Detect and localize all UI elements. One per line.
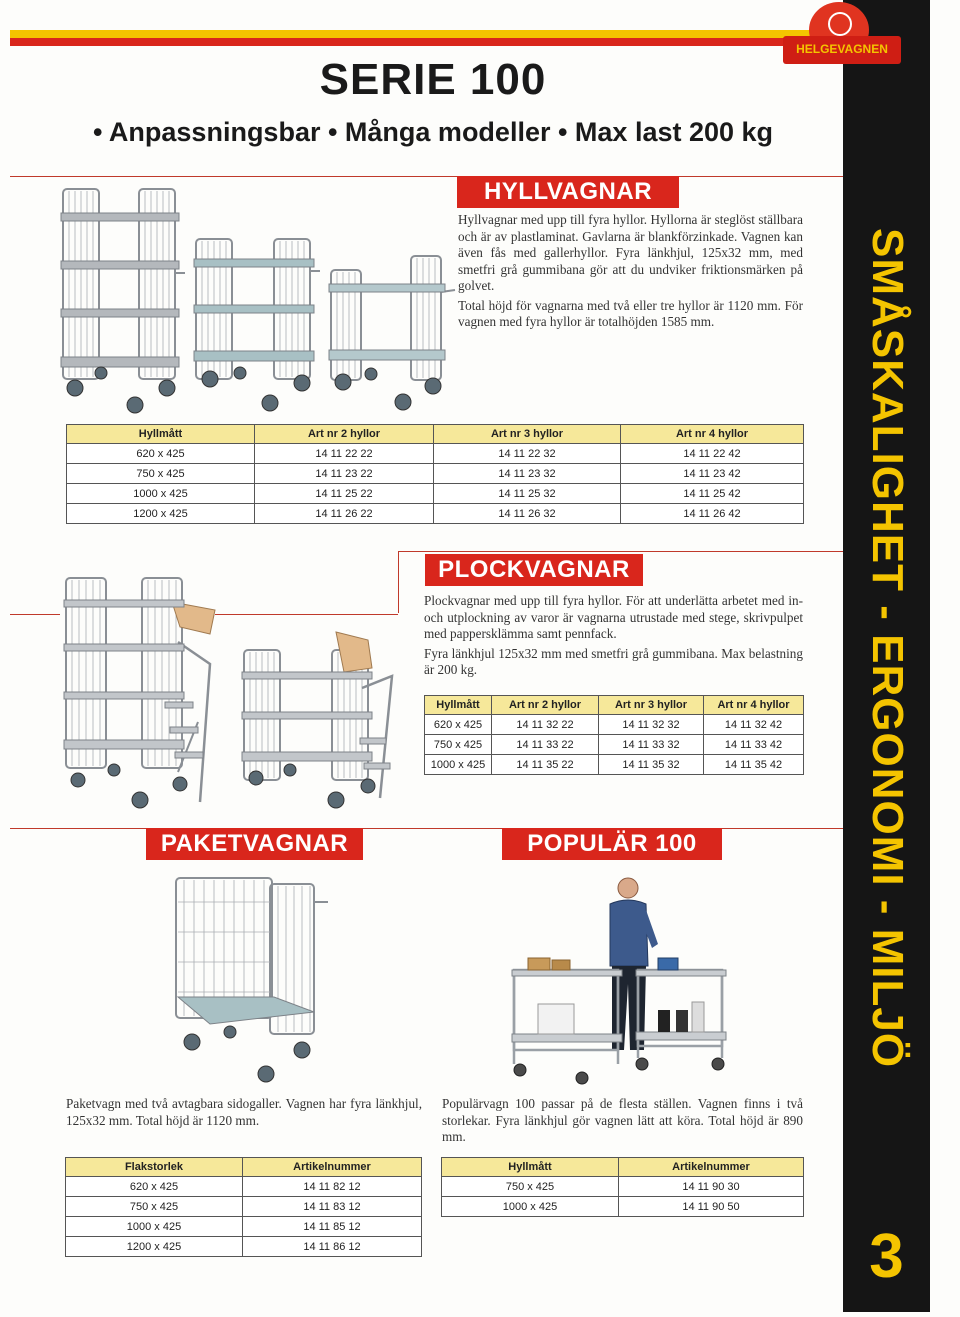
table-cell: 14 11 32 42	[704, 715, 804, 735]
table-row	[442, 1197, 804, 1217]
table-row	[442, 1177, 804, 1197]
table-cell: 1000 x 425	[67, 484, 255, 504]
table-cell: 14 11 86 12	[243, 1237, 422, 1257]
plockvagnar-table	[424, 695, 804, 775]
table-row	[66, 1177, 422, 1197]
paketvagnar-table	[65, 1157, 422, 1257]
popular-description: Populärvagn 100 passar på de flesta ställen. Vagnen finns i två storlekar. Fyra länkhjul gör vagnen lätt att köra. Total höjd är 890 mm.	[442, 1096, 803, 1144]
section-divider	[398, 551, 843, 552]
tagline: • Anpassningsbar • Många modeller • Max last 200 kg	[92, 117, 774, 147]
table-header: Hyllmått	[425, 696, 492, 715]
table-cell: 750 x 425	[442, 1177, 619, 1197]
sidebar	[843, 0, 930, 1312]
hyllvagnar-label: HYLLVAGNAR	[457, 176, 679, 208]
logo-text: HELGEVAGNEN	[796, 42, 888, 56]
table-cell: 14 11 85 12	[243, 1217, 422, 1237]
table-header-row	[425, 696, 804, 715]
table-cell: 14 11 35 42	[704, 755, 804, 775]
hyllvagnar-paragraph: Total höjd för vagnarna med två eller tre hyllor är 1120 mm. För vagnen med fyra hyllor är totalhöjden 1585 mm.	[458, 297, 803, 329]
table-cell: 620 x 425	[67, 444, 255, 464]
cart-3-shelf-illustration	[190, 233, 320, 413]
table-cell: 750 x 425	[66, 1197, 243, 1217]
table-cell: 1200 x 425	[67, 504, 255, 524]
picking-cart-large-illustration	[60, 572, 220, 817]
plockvagnar-paragraph: Plockvagnar med upp till fyra hyllor. För att underlätta arbetet med in- och utplockning av varor är vagnarna utrustade med stege, skrivpulpet med pappersklämma samt pennfack.	[424, 593, 803, 641]
table-cell: 14 11 33 32	[599, 735, 704, 755]
table-header: Artikelnummer	[243, 1158, 422, 1177]
table-cell: 14 11 22 22	[255, 444, 434, 464]
sidebar-slogan: SMÅSKALIGHET - ERGONOMI - MILJÖ	[863, 228, 912, 1069]
cart-4-shelf-illustration	[55, 183, 185, 415]
table-cell: 14 11 83 12	[243, 1197, 422, 1217]
table-cell: 1000 x 425	[442, 1197, 619, 1217]
table-cell: 1200 x 425	[66, 1237, 243, 1257]
table-header: Art nr 2 hyllor	[255, 425, 434, 444]
paketvagnar-description: Paketvagn med två avtagbara sidogaller. Vagnen har fyra länkhjul, 125x32 mm. Total höjd är 1120 mm.	[66, 1096, 422, 1128]
table-cell: 14 11 23 42	[621, 464, 804, 484]
table-header: Art nr 2 hyllor	[492, 696, 599, 715]
cart-2-shelf-illustration	[325, 250, 455, 415]
table-header: Hyllmått	[442, 1158, 619, 1177]
table-header-row	[66, 1158, 422, 1177]
table-header: Flakstorlek	[66, 1158, 243, 1177]
parcel-cart-illustration	[170, 872, 330, 1084]
table-cell: 14 11 26 22	[255, 504, 434, 524]
table-header: Art nr 3 hyllor	[599, 696, 704, 715]
section-divider	[215, 614, 398, 615]
table-header: Art nr 4 hyllor	[621, 425, 804, 444]
table-cell: 620 x 425	[425, 715, 492, 735]
table-cell: 14 11 22 32	[434, 444, 621, 464]
table-cell: 14 11 23 32	[434, 464, 621, 484]
table-row	[67, 464, 804, 484]
table-row	[67, 444, 804, 464]
table-cell: 14 11 90 50	[619, 1197, 804, 1217]
table-header-row	[442, 1158, 804, 1177]
table-cell: 1000 x 425	[66, 1217, 243, 1237]
table-cell: 14 11 35 22	[492, 755, 599, 775]
section-divider	[10, 614, 60, 615]
table-cell: 14 11 26 42	[621, 504, 804, 524]
table-cell: 14 11 32 22	[492, 715, 599, 735]
table-cell: 14 11 22 42	[621, 444, 804, 464]
table-cell: 14 11 33 22	[492, 735, 599, 755]
table-row	[67, 504, 804, 524]
table-row	[66, 1217, 422, 1237]
logo-emblem-icon	[828, 12, 852, 36]
table-cell: 14 11 32 32	[599, 715, 704, 735]
table-cell: 14 11 90 30	[619, 1177, 804, 1197]
table-header: Hyllmått	[67, 425, 255, 444]
table-cell: 750 x 425	[67, 464, 255, 484]
table-row	[66, 1237, 422, 1257]
plockvagnar-paragraph: Fyra länkhjul 125x32 mm med smetfri grå gummibana. Max belastning är 200 kg.	[424, 645, 803, 677]
table-cell: 14 11 35 32	[599, 755, 704, 775]
hyllvagnar-table	[66, 424, 804, 524]
table-row	[66, 1197, 422, 1217]
table-cell: 14 11 25 22	[255, 484, 434, 504]
picking-cart-small-illustration	[240, 628, 400, 813]
table-cell: 14 11 25 32	[434, 484, 621, 504]
table-row	[425, 715, 804, 735]
table-cell: 14 11 33 42	[704, 735, 804, 755]
table-cell: 1000 x 425	[425, 755, 492, 775]
table-cell: 14 11 23 22	[255, 464, 434, 484]
popular-table	[441, 1157, 804, 1217]
page-title: SERIE 100	[319, 55, 547, 104]
table-header: Art nr 3 hyllor	[434, 425, 621, 444]
table-row	[425, 735, 804, 755]
paketvagnar-label: PAKETVAGNAR	[146, 828, 363, 860]
table-row	[67, 484, 804, 504]
table-header: Artikelnummer	[619, 1158, 804, 1177]
popular-label: POPULÄR 100	[502, 828, 722, 860]
table-cell: 14 11 82 12	[243, 1177, 422, 1197]
hyllvagnar-description	[458, 212, 803, 334]
table-cell: 750 x 425	[425, 735, 492, 755]
table-row	[425, 755, 804, 775]
table-cell: 14 11 25 42	[621, 484, 804, 504]
table-header: Art nr 4 hyllor	[704, 696, 804, 715]
popular-cart-photo-illustration	[508, 874, 733, 1086]
section-divider	[398, 551, 399, 613]
hyllvagnar-paragraph: Hyllvagnar med upp till fyra hyllor. Hyllorna är steglöst ställbara och är av plastlaminat. Gavlarna är blankförzinkade. Vagnen kan även fås med gallerhyllor. Fyra länkhjul, 125x32 mm, med smetfri grå gummibana gör att du undviker friktionsmärken på golvet.	[458, 212, 803, 293]
table-cell: 14 11 26 32	[434, 504, 621, 524]
table-cell: 620 x 425	[66, 1177, 243, 1197]
plockvagnar-label: PLOCKVAGNAR	[425, 554, 643, 586]
table-header-row	[67, 425, 804, 444]
page-number: 3	[869, 1222, 904, 1291]
plockvagnar-description	[424, 593, 803, 682]
section-divider	[10, 176, 843, 177]
